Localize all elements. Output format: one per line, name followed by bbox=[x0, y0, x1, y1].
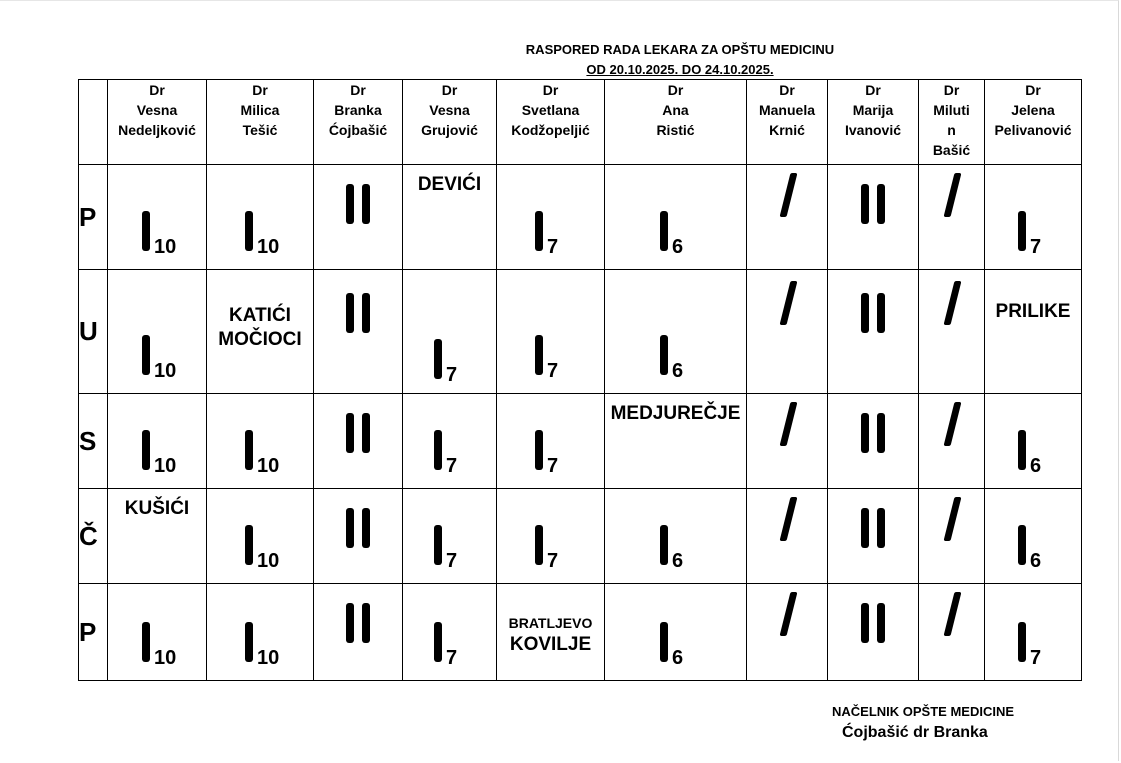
shift-bar bbox=[245, 211, 253, 251]
shift-bar bbox=[346, 603, 354, 643]
shift-bar bbox=[434, 339, 442, 379]
doctor-header bbox=[985, 80, 1082, 165]
doctor-name-line: Ana bbox=[662, 102, 689, 118]
absence-slash bbox=[780, 173, 798, 217]
schedule-cell bbox=[314, 165, 403, 270]
day-row bbox=[79, 270, 1082, 394]
schedule-cell bbox=[919, 270, 985, 394]
schedule-cell: 7 bbox=[985, 165, 1082, 270]
signature-title: NAČELNIK OPŠTE MEDICINE bbox=[832, 704, 1015, 719]
schedule-cell: 7 bbox=[403, 270, 497, 394]
schedule-cell bbox=[747, 270, 828, 394]
doctor-name-line: Dr bbox=[350, 82, 366, 98]
doctor-name-line: Kodžopeljić bbox=[511, 122, 590, 138]
shift-bar bbox=[1018, 622, 1026, 662]
doctor-header bbox=[497, 80, 605, 165]
shift-bar bbox=[1018, 211, 1026, 251]
shift-bar bbox=[660, 622, 668, 662]
shift-bar bbox=[362, 413, 370, 453]
doctor-name-line: Grujović bbox=[421, 122, 478, 138]
field-location bbox=[497, 613, 604, 657]
location-name: MEDJUREČJE bbox=[610, 403, 741, 424]
shift-bar bbox=[245, 525, 253, 565]
day-row bbox=[79, 489, 1082, 584]
day-row bbox=[79, 584, 1082, 681]
schedule-table bbox=[78, 79, 1082, 681]
location-name: KUŠIĆI bbox=[124, 498, 190, 519]
doctor-header bbox=[314, 80, 403, 165]
doctor-name-line: Ristić bbox=[656, 122, 695, 138]
absence-slash bbox=[944, 592, 962, 636]
schedule-cell bbox=[919, 165, 985, 270]
schedule-cell bbox=[497, 584, 605, 681]
schedule-cell: 7 bbox=[497, 165, 605, 270]
schedule-title: RASPORED RADA LEKARA ZA OPŠTU MEDICINU bbox=[525, 42, 835, 57]
shift-bar bbox=[877, 413, 885, 453]
schedule-cell bbox=[108, 489, 207, 584]
shift-bar bbox=[1018, 430, 1026, 470]
shift-bar bbox=[861, 603, 869, 643]
shift-bar bbox=[660, 335, 668, 375]
doctor-name-line: Miluti bbox=[933, 102, 970, 118]
location-name: PRILIKE bbox=[995, 301, 1071, 322]
doctor-name-line: Dr bbox=[252, 82, 268, 98]
doctor-name-line: Ćojbašić bbox=[328, 122, 388, 138]
doctor-name-line: Dr bbox=[441, 82, 458, 98]
doctor-name-line: Dr bbox=[667, 82, 684, 98]
doctor-name-line: n bbox=[947, 122, 956, 138]
location-name: KATIĆI bbox=[229, 305, 291, 326]
schedule-cell: 10 bbox=[207, 489, 314, 584]
schedule-cell: 10 bbox=[207, 584, 314, 681]
shift-bar bbox=[535, 335, 543, 375]
shift-bar bbox=[877, 603, 885, 643]
field-location bbox=[403, 173, 496, 197]
absence-slash bbox=[944, 497, 962, 541]
doctor-name-line: Marija bbox=[852, 102, 894, 118]
location-name: DEVIĆI bbox=[417, 174, 482, 195]
schedule-period: OD 20.10.2025. DO 24.10.2025. bbox=[586, 62, 774, 77]
doctor-name-line: Krnić bbox=[769, 122, 805, 138]
shift-bar bbox=[245, 622, 253, 662]
doctor-header bbox=[108, 80, 207, 165]
absence-slash bbox=[780, 497, 798, 541]
header-row bbox=[79, 80, 1082, 165]
schedule-cell bbox=[747, 165, 828, 270]
schedule-cell bbox=[919, 489, 985, 584]
signature-name: Ćojbašić dr Branka bbox=[842, 724, 988, 741]
doctor-header bbox=[207, 80, 314, 165]
day-label: Č bbox=[79, 489, 108, 584]
doctor-name-line: Dr bbox=[779, 82, 795, 98]
absence-slash bbox=[780, 592, 798, 636]
shift-bar bbox=[1018, 525, 1026, 565]
schedule-cell bbox=[207, 270, 314, 394]
day-label: S bbox=[79, 394, 108, 489]
schedule-cell bbox=[605, 394, 747, 489]
schedule-cell: 7 bbox=[497, 394, 605, 489]
doctor-name-line: Tešić bbox=[242, 122, 278, 138]
shift-bar bbox=[861, 184, 869, 224]
location-name: KOVILJE bbox=[509, 634, 592, 655]
doctor-name-line: Dr bbox=[542, 82, 559, 98]
doctor-header bbox=[828, 80, 919, 165]
shift-bar bbox=[346, 413, 354, 453]
schedule-cell bbox=[314, 489, 403, 584]
shift-bar bbox=[142, 211, 150, 251]
shift-bar bbox=[535, 525, 543, 565]
shift-bar bbox=[434, 622, 442, 662]
shift-bar bbox=[660, 525, 668, 565]
doctor-header bbox=[403, 80, 497, 165]
shift-bar bbox=[877, 293, 885, 333]
day-row bbox=[79, 165, 1082, 270]
shift-bar bbox=[660, 211, 668, 251]
doctor-name-line: Svetlana bbox=[521, 102, 580, 118]
field-location bbox=[108, 497, 206, 521]
shift-bar bbox=[362, 508, 370, 548]
schedule-cell: 6 bbox=[605, 270, 747, 394]
schedule-cell: 10 bbox=[108, 270, 207, 394]
shift-bar bbox=[362, 603, 370, 643]
doctor-name-line: Dr bbox=[865, 82, 881, 98]
shift-bar bbox=[535, 430, 543, 470]
schedule-cell: 7 bbox=[403, 394, 497, 489]
schedule-cell: 10 bbox=[108, 584, 207, 681]
shift-bar bbox=[861, 293, 869, 333]
field-location bbox=[207, 304, 313, 352]
shift-bar bbox=[346, 508, 354, 548]
schedule-cell bbox=[919, 584, 985, 681]
schedule-cell bbox=[828, 394, 919, 489]
corner-cell bbox=[79, 80, 108, 165]
doctor-name-line: Bašić bbox=[932, 142, 971, 158]
shift-bar bbox=[535, 211, 543, 251]
shift-bar bbox=[362, 293, 370, 333]
field-location bbox=[985, 300, 1081, 324]
shift-bar bbox=[142, 335, 150, 375]
schedule-cell: 7 bbox=[403, 489, 497, 584]
shift-bar bbox=[434, 525, 442, 565]
field-location bbox=[605, 402, 746, 426]
schedule-cell bbox=[747, 394, 828, 489]
schedule-cell: 6 bbox=[605, 584, 747, 681]
shift-bar bbox=[346, 293, 354, 333]
location-name: BRATLJEVO bbox=[508, 615, 593, 631]
doctor-name-line: Manuela bbox=[758, 102, 815, 118]
doctor-name-line: Vesna bbox=[429, 102, 470, 118]
schedule-cell: 6 bbox=[985, 489, 1082, 584]
schedule-cell bbox=[828, 489, 919, 584]
schedule-cell bbox=[747, 489, 828, 584]
schedule-cell bbox=[314, 394, 403, 489]
shift-bar bbox=[142, 622, 150, 662]
schedule-cell bbox=[919, 394, 985, 489]
doctor-header bbox=[605, 80, 747, 165]
shift-bar bbox=[362, 184, 370, 224]
shift-bar bbox=[877, 184, 885, 224]
doctor-name-line: Branka bbox=[334, 102, 382, 118]
schedule-cell bbox=[314, 584, 403, 681]
schedule-cell: 7 bbox=[497, 489, 605, 584]
doctor-name-line: Dr bbox=[1025, 82, 1041, 98]
doctor-header bbox=[919, 80, 985, 165]
doctor-name-line: Dr bbox=[149, 82, 165, 98]
schedule-cell: 6 bbox=[605, 489, 747, 584]
shift-bar bbox=[861, 508, 869, 548]
absence-slash bbox=[780, 281, 798, 325]
day-row bbox=[79, 394, 1082, 489]
schedule-cell bbox=[747, 584, 828, 681]
shift-bar bbox=[346, 184, 354, 224]
day-label: U bbox=[79, 270, 108, 394]
shift-bar bbox=[877, 508, 885, 548]
absence-slash bbox=[944, 402, 962, 446]
doctor-name-line: Vesna bbox=[136, 102, 178, 118]
shift-bar bbox=[861, 413, 869, 453]
doctor-name-line: Jelena bbox=[1011, 102, 1055, 118]
day-label: P bbox=[79, 584, 108, 681]
doctor-name-line: Dr bbox=[943, 82, 960, 98]
schedule-cell: 7 bbox=[497, 270, 605, 394]
schedule-cell bbox=[828, 270, 919, 394]
schedule-cell bbox=[314, 270, 403, 394]
absence-slash bbox=[944, 281, 962, 325]
schedule-cell: 7 bbox=[403, 584, 497, 681]
shift-bar bbox=[245, 430, 253, 470]
schedule-cell: 10 bbox=[207, 394, 314, 489]
doctor-header bbox=[747, 80, 828, 165]
shift-bar bbox=[434, 430, 442, 470]
schedule-cell: 10 bbox=[207, 165, 314, 270]
absence-slash bbox=[780, 402, 798, 446]
schedule-cell bbox=[985, 270, 1082, 394]
schedule-cell bbox=[828, 584, 919, 681]
schedule-cell: 10 bbox=[108, 165, 207, 270]
shift-bar bbox=[142, 430, 150, 470]
location-name: MOČIOCI bbox=[218, 329, 302, 350]
schedule-cell: 6 bbox=[985, 394, 1082, 489]
doctor-name-line: Nedeljković bbox=[118, 122, 196, 138]
day-label: P bbox=[79, 165, 108, 270]
doctor-name-line: Milica bbox=[240, 102, 280, 118]
schedule-cell bbox=[403, 165, 497, 270]
schedule-cell: 7 bbox=[985, 584, 1082, 681]
schedule-cell bbox=[828, 165, 919, 270]
doctor-name-line: Ivanović bbox=[844, 122, 902, 138]
doctor-name-line: Pelivanović bbox=[994, 122, 1072, 138]
schedule-cell: 6 bbox=[605, 165, 747, 270]
absence-slash bbox=[944, 173, 962, 217]
schedule-cell: 10 bbox=[108, 394, 207, 489]
